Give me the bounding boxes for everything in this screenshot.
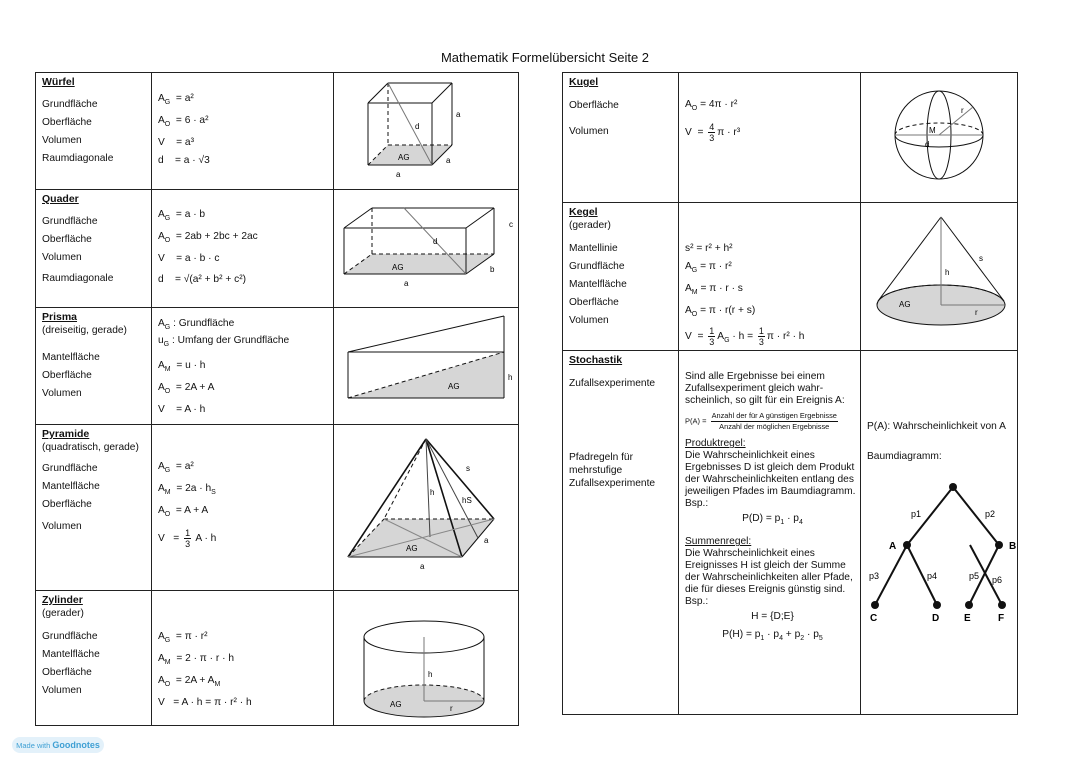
cone-figure (861, 203, 1018, 344)
label-oberflaeche: Oberfläche (42, 234, 92, 245)
label-pfadregeln-1: Pfadregeln für (569, 452, 633, 464)
formula-grundflaeche: $A_G = \pi \cdot r^2$ (158, 631, 208, 645)
label-grundflaeche: Grundfläche (42, 631, 98, 642)
cone-label-r: r (975, 308, 978, 317)
pyramid-label-hs: hS (462, 496, 472, 505)
row-zylinder (36, 591, 519, 726)
section-subtitle-zylinder: (gerader) (42, 608, 84, 619)
tree-node-b: B (1009, 541, 1017, 553)
label-volumen: Volumen (42, 135, 82, 146)
label-pfadregeln-3: Zufallsexperimente (569, 478, 656, 490)
formula-grundflaeche: $A_G = \pi \cdot r^2$ (685, 261, 732, 275)
tree-node-a: A (889, 541, 897, 553)
row-kegel (563, 203, 1018, 351)
label-mantelflaeche: Mantelfläche (569, 279, 627, 290)
label-volumen: Volumen (569, 315, 609, 326)
cone-label-ag: AG (899, 300, 911, 309)
formula-oberflaeche: $A_O = A + A$ (158, 505, 209, 519)
produktregel-formula: $P(D) = p_1 \cdot p_4$ (742, 513, 803, 527)
formula-oberflaeche: $A_O = 2ab + 2bc + 2ac$ (158, 231, 258, 245)
pyramid-label-ag: AG (406, 544, 418, 553)
pa-description: P(A): Wahrscheinlichkeit von A (867, 421, 1006, 433)
label-volumen: Volumen (42, 685, 82, 696)
produktregel-bsp: Bsp.: (685, 498, 709, 510)
cube-label-a-right: a (456, 110, 461, 119)
badge-made-with: Made with (16, 741, 51, 750)
label-volumen: Volumen (42, 521, 82, 532)
produktregel-title: Produktregel: (685, 438, 746, 450)
prism-figure (334, 308, 519, 423)
cylinder-label-h: h (428, 670, 433, 679)
formula-oberflaeche: $A_O = 6 \cdot a^2$ (158, 115, 209, 129)
formula-raumdiagonale: d = a · √3 (158, 155, 210, 167)
pyramid-label-s: s (466, 464, 470, 473)
cuboid-label-d: d (433, 237, 438, 246)
section-title-wuerfel: Würfel (42, 76, 75, 88)
formula-mantelflaeche: $A_M = u \cdot h$ (158, 360, 206, 374)
cube-label-a-side: a (446, 156, 451, 165)
label-oberflaeche: Oberfläche (42, 499, 92, 510)
right-formula-table (562, 72, 1018, 715)
cube-label-ag: AG (398, 153, 410, 162)
label-volumen: Volumen (42, 388, 82, 399)
section-title-kugel: Kugel (569, 76, 599, 88)
cube-label-a-bottom: a (396, 170, 401, 179)
label-volumen: Volumen (569, 126, 609, 137)
formula-volumen: V = a · b · c (158, 253, 220, 265)
tree-prob-p5: p5 (969, 571, 980, 582)
label-mantelflaeche: Mantelfläche (42, 649, 100, 660)
formula-mantellinie: s² = r² + h² (685, 243, 733, 254)
label-volumen: Volumen (42, 252, 82, 263)
tree-node-f: F (998, 613, 1005, 625)
formula-oberflaeche: $A_O = 2A + A$ (158, 382, 215, 396)
pyramid-label-a-side: a (484, 536, 489, 545)
cylinder-figure (334, 591, 519, 724)
tree-prob-p2: p2 (985, 509, 996, 520)
section-title-prisma: Prisma (42, 311, 78, 323)
tree-prob-p3: p3 (869, 571, 880, 582)
cylinder-label-r: r (450, 704, 453, 713)
label-oberflaeche: Oberfläche (569, 100, 619, 111)
section-subtitle-kegel: (gerader) (569, 220, 611, 231)
formula-grundflaeche: $A_G = a^2$ (158, 93, 194, 107)
baumdiagramm-label: Baumdiagramm: (867, 451, 942, 463)
row-stochastik (563, 351, 1018, 715)
badge-brand: Goodnotes (52, 740, 100, 750)
sphere-figure (861, 73, 1018, 201)
section-subtitle-prisma: (dreiseitig, gerade) (42, 325, 127, 336)
formula-grundflaeche: $A_G = a^2$ (158, 461, 194, 475)
label-raumdiagonale: Raumdiagonale (42, 153, 114, 164)
cube-figure (334, 73, 519, 188)
formula-grundflaeche: $A_G = a \cdot b$ (158, 209, 206, 223)
formula-volumen: V = $\frac{4}{3}$ π · r³ (685, 122, 741, 144)
section-title-zylinder: Zylinder (42, 594, 83, 606)
left-formula-table (35, 72, 519, 726)
tree-node-d: D (932, 613, 940, 625)
produktregel-text: Die Wahrscheinlichkeit eines Ergebnisses D ist gleich dem Produkt der Wahrscheinlichkeiten entlang des jeweiligen Pfades im Baumdiagramm. (685, 450, 856, 498)
section-title-stochastik: Stochastik (569, 354, 623, 367)
formula-oberflaeche: $A_O = 2A + A_M$ (158, 675, 221, 689)
page-title: Mathematik Formelübersicht Seite 2 (440, 50, 650, 65)
summenregel-text: Die Wahrscheinlichkeit eines Ereignisses H ist gleich der Summe der Wahrscheinlichkeiten aller Pfade, die für dieses Ereignis günstig sind. (685, 548, 853, 596)
label-oberflaeche: Oberfläche (569, 297, 619, 308)
prism-label-h: h (508, 373, 513, 382)
row-pyramide (36, 425, 519, 591)
prism-label-ag: AG (448, 382, 460, 391)
pyramid-figure (334, 425, 519, 589)
row-quader (36, 190, 519, 308)
formula-raumdiagonale: d = √(a² + b² + c²) (158, 274, 246, 286)
label-grundflaeche: Grundfläche (42, 216, 98, 227)
section-title-kegel: Kegel (569, 206, 598, 218)
row-kugel (563, 73, 1018, 203)
def-grundflaeche: $A_G$ : Grundfläche (158, 318, 235, 332)
summenregel-h: H = {D;E} (751, 611, 794, 623)
cuboid-figure (334, 190, 519, 306)
cylinder-label-ag: AG (390, 700, 402, 709)
label-grundflaeche: Grundfläche (569, 261, 625, 272)
def-umfang: $u_G$ : Umfang der Grundfläche (158, 335, 290, 349)
summenregel-formula: $P(H) = p_1 \cdot p_4 + p_2 \cdot p_5$ (722, 629, 823, 643)
formula-volumen: V = A · h (158, 404, 206, 416)
label-grundflaeche: Grundfläche (42, 463, 98, 474)
formula-volumen: V = A · h = π · r² · h (158, 697, 252, 709)
cone-label-s: s (979, 254, 983, 263)
summenregel-title: Summenregel: (685, 536, 752, 548)
label-mantelflaeche: Mantelfläche (42, 481, 100, 492)
cuboid-label-a: a (404, 279, 409, 288)
formula-volumen: V = $\frac{1}{3}$ $A_G \cdot h$ = $\frac{1}{3}$ π · r² · h (685, 326, 805, 348)
label-oberflaeche: Oberfläche (42, 370, 92, 381)
label-mantellinie: Mantellinie (569, 243, 618, 254)
text-zufallsexperiment: Sind alle Ergebnisse bei einem Zufallsexperiment gleich wahr-scheinlich, so gilt für ein Ereignis A: (685, 371, 845, 407)
pyramid-label-a-bottom: a (420, 562, 425, 571)
label-pfadregeln-2: mehrstufige (569, 465, 623, 477)
formula-volumen: V = a³ (158, 137, 194, 149)
label-zufallsexperimente: Zufallsexperimente (569, 378, 656, 390)
cuboid-label-b: b (490, 265, 495, 274)
probability-tree (861, 351, 1018, 715)
section-title-pyramide: Pyramide (42, 428, 90, 440)
formula-laplace: P(A) = $\frac{\text{Anzahl der für A günstigen Ergebnisse}}{\text{Anzahl der möglichen Ergebnisse}}$ (685, 411, 837, 432)
label-oberflaeche: Oberfläche (42, 667, 92, 678)
tree-prob-p4: p4 (927, 571, 938, 582)
row-prisma (36, 308, 519, 425)
summenregel-bsp: Bsp.: (685, 596, 709, 608)
formula-oberflaeche: $A_O = 4\pi \cdot r^2$ (685, 99, 738, 113)
sphere-label-d: d (925, 140, 930, 149)
section-subtitle-pyramide: (quadratisch, gerade) (42, 442, 139, 453)
formula-volumen: V = $\frac{1}{3}$ A · h (158, 528, 217, 550)
goodnotes-badge (12, 737, 104, 753)
tree-node-c: C (870, 613, 878, 625)
label-mantelflaeche: Mantelfläche (42, 352, 100, 363)
formula-mantelflaeche: $A_M = \pi \cdot r \cdot s$ (685, 283, 743, 297)
label-oberflaeche: Oberfläche (42, 117, 92, 128)
cuboid-label-ag: AG (392, 263, 404, 272)
tree-prob-p1: p1 (911, 509, 922, 520)
formula-mantelflaeche: $A_M = 2 \cdot \pi \cdot r \cdot h$ (158, 653, 235, 667)
formula-mantelflaeche: $A_M = 2a \cdot h_S$ (158, 483, 216, 497)
pyramid-label-h: h (430, 488, 435, 497)
label-grundflaeche: Grundfläche (42, 99, 98, 110)
label-raumdiagonale: Raumdiagonale (42, 273, 114, 284)
tree-prob-p6: p6 (992, 575, 1003, 586)
tree-node-e: E (964, 613, 971, 625)
row-wuerfel (36, 73, 519, 190)
formula-oberflaeche: $A_O = \pi \cdot r(r + s)$ (685, 305, 756, 319)
sphere-label-m: M (929, 126, 936, 135)
sphere-label-r: r (961, 106, 964, 115)
cone-label-h: h (945, 268, 950, 277)
cube-label-d: d (415, 122, 420, 131)
cuboid-label-c: c (509, 220, 513, 229)
section-title-quader: Quader (42, 193, 79, 205)
